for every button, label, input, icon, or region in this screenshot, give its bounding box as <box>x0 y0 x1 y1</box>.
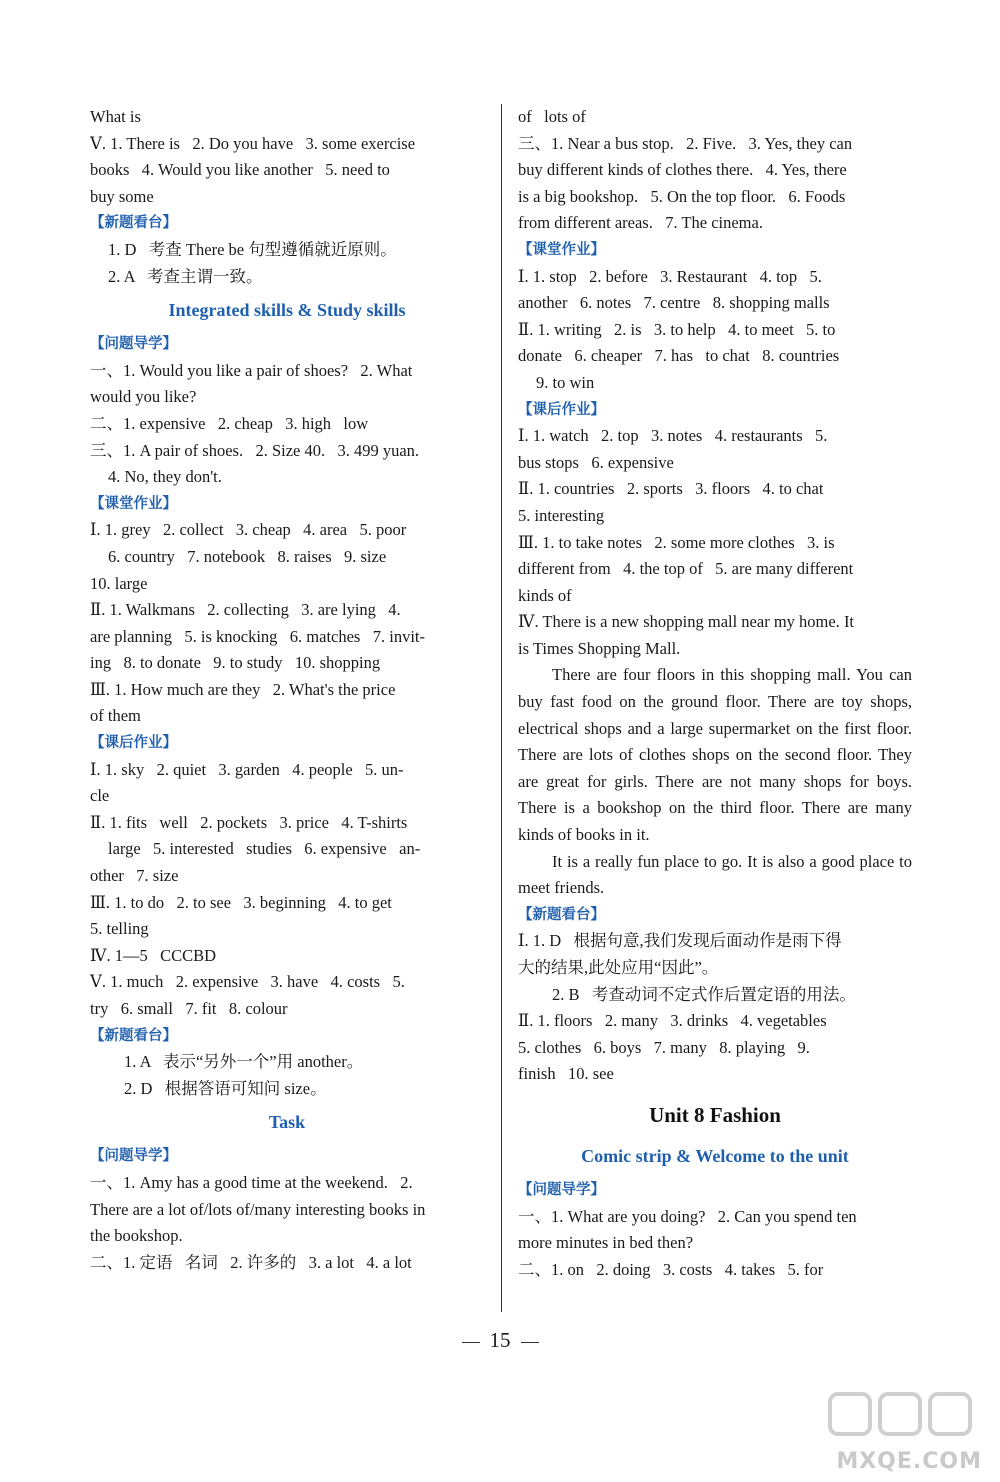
column-divider <box>501 104 502 1312</box>
answer-line: from different areas. 7. The cinema. <box>518 213 763 233</box>
answer-line: Ⅱ. 1. writing 2. is 3. to help 4. to meet 5. to <box>518 319 836 339</box>
answer-line: 大的结果,此处应用“因此”。 <box>518 958 719 977</box>
answer-line: more minutes in bed then? <box>518 1233 694 1253</box>
answer-line: 三、1. Near a bus stop. 2. Five. 3. Yes, they can <box>518 133 853 153</box>
answer-line: of lots of <box>518 107 586 126</box>
answer-line: 三、1. A pair of shoes. 2. Size 40. 3. 499 yuan. <box>90 440 420 460</box>
answer-line: Ⅲ. 1. to take notes 2. some more clothes 3. is <box>518 532 835 552</box>
answer-line: large 5. interested studies 6. expensive an- <box>108 839 421 859</box>
answer-line: Ⅱ. 1. Walkmans 2. collecting 3. are lying 4. <box>90 600 401 620</box>
answer-line: Ⅳ. There is a new shopping mall near my home. It <box>518 612 855 632</box>
answer-line: Ⅲ. 1. to do 2. to see 3. beginning 4. to get <box>90 892 392 912</box>
answer-line: 5. clothes 6. boys 7. many 8. playing 9. <box>518 1037 810 1057</box>
answer-line: There are a lot of/lots of/many interesting books in <box>90 1199 426 1219</box>
page-number <box>420 1328 580 1353</box>
answer-line: 10. large <box>90 573 148 593</box>
answer-line: ing 8. to donate 9. to study 10. shopping <box>90 653 381 673</box>
answer-line: 二、1. on 2. doing 3. costs 4. takes 5. for <box>518 1259 824 1279</box>
answer-line: Ⅳ. 1—5 CCCBD <box>90 945 217 965</box>
section-label: 【问题导学】 <box>518 1181 605 1198</box>
essay-paragraph: It is a really fun place to go. It is also a good place to meet friends. <box>518 851 912 898</box>
answer-line: Ⅲ. 1. How much are they 2. What's the price <box>90 679 396 699</box>
answer-line: 一、1. Would you like a pair of shoes? 2. What <box>90 360 413 380</box>
answer-line: Ⅰ. 1. grey 2. collect 3. cheap 4. area 5. poor <box>90 520 407 540</box>
section-label: 【问题导学】 <box>90 1148 177 1165</box>
answer-line: another 6. notes 7. centre 8. shopping malls <box>518 293 830 313</box>
answer-line: Ⅴ. 1. There is 2. Do you have 3. some exercise <box>90 133 416 153</box>
answer-line: Ⅰ. 1. sky 2. quiet 3. garden 4. people 5. un- <box>90 759 404 779</box>
section-title: Comic strip & Welcome to the unit <box>581 1145 849 1166</box>
answer-line: Ⅱ. 1. floors 2. many 3. drinks 4. vegetables <box>518 1011 827 1031</box>
answer-line: is a big bookshop. 5. On the top floor. 6. Foods <box>518 186 846 206</box>
answer-line: 二、1. 定语 名词 2. 许多的 3. a lot 4. a lot <box>90 1252 412 1272</box>
page-number-text: 15 <box>489 1328 511 1352</box>
answer-line: Ⅱ. 1. fits well 2. pockets 3. price 4. T-shirts <box>90 812 408 832</box>
answer-line: 2. D 根据答语可知问 size。 <box>124 1078 327 1098</box>
watermark <box>812 1388 982 1474</box>
section-label: 【新题看台】 <box>518 906 605 923</box>
answer-line: is Times Shopping Mall. <box>518 638 681 658</box>
answer-line: 2. B 考查动词不定式作后置定语的用法。 <box>552 984 856 1004</box>
answer-line: Ⅴ. 1. much 2. expensive 3. have 4. costs 5. <box>90 972 405 992</box>
answer-line: buy different kinds of clothes there. 4. Yes, there <box>518 160 847 180</box>
answer-line: would you like? <box>90 387 197 407</box>
answer-stamp-icon <box>826 1388 976 1446</box>
answer-line: 一、1. Amy has a good time at the weekend. 2. <box>90 1172 413 1192</box>
answer-line: 1. A 表示“另外一个”用 another。 <box>124 1052 364 1072</box>
answer-line: cle <box>90 786 110 806</box>
answer-line: buy some <box>90 186 154 206</box>
answer-line: Ⅱ. 1. countries 2. sports 3. floors 4. to chat <box>518 479 824 499</box>
answer-line: books 4. Would you like another 5. need to <box>90 160 390 180</box>
answer-line: Ⅰ. 1. D 根据句意,我们发现后面动作是雨下得 <box>518 931 842 951</box>
right-column <box>518 104 912 1283</box>
essay-paragraph: There are four floors in this shopping mall. You can buy fast food on the ground floor. There are toy shops, electrical shops and a large supermarket on the first floor. There are lots of clothes shops on the second floor. They are great for girls. There are not many shops for boys. There is a bookshop on the third floor. There are many kinds of books in it. <box>518 665 912 845</box>
section-label: 【问题导学】 <box>90 336 177 353</box>
answer-line: other 7. size <box>90 866 179 886</box>
answer-line: 二、1. expensive 2. cheap 3. high low <box>90 413 369 433</box>
answer-line: of them <box>90 706 141 726</box>
answer-line: are planning 5. is knocking 6. matches 7. invit- <box>90 626 425 646</box>
section-label: 【课堂作业】 <box>518 241 605 258</box>
section-label: 【课后作业】 <box>90 735 177 752</box>
answer-line: donate 6. cheaper 7. has to chat 8. countries <box>518 346 840 366</box>
left-column <box>90 104 484 1276</box>
answer-line: 1. D 考查 There be 句型遵循就近原则。 <box>108 239 397 259</box>
answer-line: different from 4. the top of 5. are many different <box>518 559 854 579</box>
answer-line: finish 10. see <box>518 1064 614 1084</box>
answer-line: 4. No, they don't. <box>108 467 222 487</box>
answer-line: 9. to win <box>536 372 595 392</box>
answer-line: kinds of <box>518 585 572 605</box>
section-label: 【课堂作业】 <box>90 495 177 512</box>
answer-line: try 6. small 7. fit 8. colour <box>90 999 288 1018</box>
answer-line: 一、1. What are you doing? 2. Can you spend ten <box>518 1206 857 1226</box>
answer-line: 5. interesting <box>518 505 605 525</box>
answer-line: bus stops 6. expensive <box>518 452 674 472</box>
section-label: 【课后作业】 <box>518 401 605 418</box>
answer-line: 6. country 7. notebook 8. raises 9. size <box>108 546 387 566</box>
answer-line: the bookshop. <box>90 1226 183 1246</box>
section-label: 【新题看台】 <box>90 215 177 232</box>
section-label: 【新题看台】 <box>90 1027 177 1044</box>
unit-title: Unit 8 Fashion <box>649 1102 781 1127</box>
dash-right <box>521 1342 539 1343</box>
answer-line: 5. telling <box>90 919 149 939</box>
dash-left <box>462 1342 480 1343</box>
answer-line: 2. A 考查主谓一致。 <box>108 266 263 286</box>
section-title: Task <box>268 1112 306 1133</box>
answer-line: Ⅰ. 1. watch 2. top 3. notes 4. restaurants 5. <box>518 426 828 446</box>
section-title: Integrated skills & Study skills <box>168 300 406 321</box>
answer-line: Ⅰ. 1. stop 2. before 3. Restaurant 4. top 5. <box>518 266 822 286</box>
answer-line: What is <box>90 107 141 126</box>
watermark-text: MXQE.COM <box>836 1449 982 1474</box>
